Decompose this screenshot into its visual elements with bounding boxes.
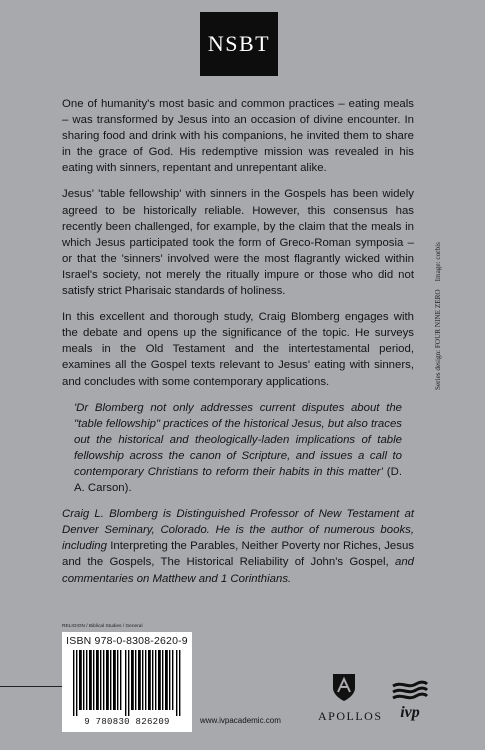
author-bio [62, 506, 414, 586]
barcode-block [62, 632, 192, 732]
barcode-digits: 9 780830 826209 [84, 717, 170, 727]
isbn-label: ISBN 978-0-8308-2620-9 [66, 635, 188, 647]
ivp-wordmark: ivp [400, 704, 420, 721]
quote-text: 'Dr Blomberg not only addresses current disputes about the "table fellowship" practices of the historical Jesus, but also traces out the historical and theologically-laden implications of table fellowship across the canon of Scripture, and issues a call to contemporary Christians to reform their habits in this matter' [74, 401, 402, 478]
category-label: RELIGION / Biblical Studies / General [62, 624, 143, 629]
ivp-logo [390, 680, 430, 721]
divider-line [0, 686, 62, 687]
bio-intro: Craig L. Blomberg is Distinguished Professor of New Testament at Denver Seminary, Colorado. He is the author of numerous books, including [62, 508, 414, 553]
apollos-shield-icon [331, 672, 357, 702]
apollos-logo [318, 672, 383, 724]
bio-books: Interpreting the Parables, Neither Poverty nor Riches, Jesus and the Gospels, The Historical Reliability of John's Gospel, [62, 540, 414, 569]
paragraph-2: Jesus' 'table fellowship' with sinners in the Gospels has been widely agreed to be historically reliable. However, this consensus has recently been challenged, for example, by the claim that the meals in which Jesus participated took the form of Greco-Roman symposia – or that the 'sinners' involved were the most flagrantly wicked within Israel's society, not merely the ritually impure or those who did not satisfy strict Pharisaic standards of holiness. [62, 188, 414, 298]
back-cover-text [62, 96, 414, 597]
bio-outro: and commentaries on Matthew and 1 Corinthians. [62, 556, 414, 585]
series-badge: NSBT [200, 12, 278, 76]
ivp-waves-icon [390, 680, 430, 700]
image-credit: Image: corbis [434, 242, 442, 282]
quote-attribution: (D. A. Carson). [74, 465, 402, 495]
design-credit [434, 242, 442, 390]
website-url[interactable]: www.ivpacademic.com [200, 716, 281, 725]
endorsement-quote [74, 400, 402, 497]
paragraph-1: One of humanity's most basic and common practices – eating meals – was transformed by Jesus into an occasion of divine encounter. In sharing food and drink with his companions, he invited them to share in the grace of God. His redemptive mission was revealed in his eating with sinners, repentant and unrepentant alike. [62, 98, 414, 175]
apollos-wordmark: APOLLOS [318, 709, 383, 723]
barcode-icon [73, 650, 181, 716]
series-design-credit: Series design: FOUR NINE ZERO [434, 289, 442, 390]
paragraph-3: In this excellent and thorough study, Craig Blomberg engages with the debate and opens up the significance of the topic. He surveys meals in the Old Testament and the intertestamental period, examines all the Gospel texts relevant to Jesus' eating with sinners, and concludes with some contemporary applications. [62, 311, 414, 388]
